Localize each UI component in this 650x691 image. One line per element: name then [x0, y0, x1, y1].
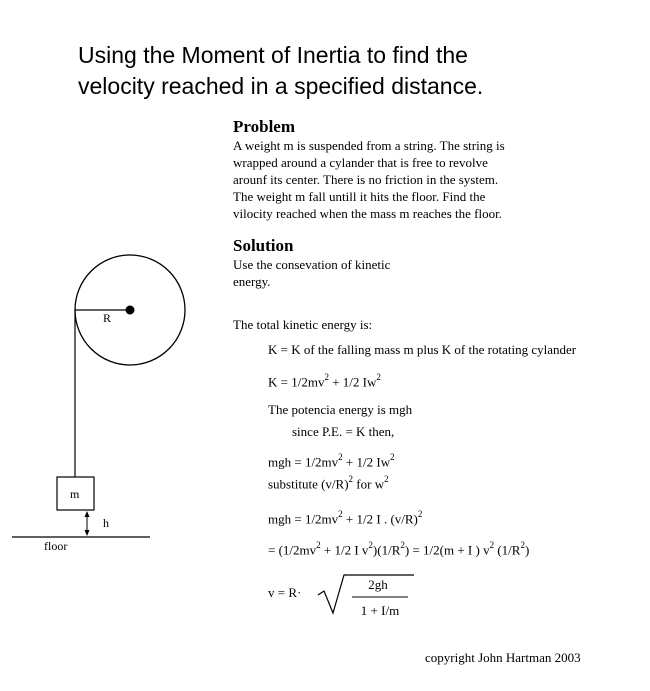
velocity-lhs: v = R· [268, 585, 302, 600]
floor-label: floor [44, 539, 68, 553]
velocity-numerator: 2gh [368, 577, 388, 592]
substitution-text: substitute $(v/R)^2$ for $w^2$ [268, 474, 389, 492]
solution-heading: Solution [233, 236, 294, 255]
equation-energy-balance: mgh = $1/2mv^2 + 1/2$ Iw$^2$ [268, 452, 395, 470]
since-text: since P.E. = K then, [292, 424, 395, 439]
problem-line: The weight m fall untill it hits the floor. Find the [233, 189, 486, 204]
kinetic-intro: The total kinetic energy is: [233, 317, 373, 332]
problem-line: wrapped around a cylander that is free to revolve [233, 155, 488, 170]
height-label: h [103, 516, 109, 530]
equation-kinetic-sum: $K = 1/2mv^2 + 1/2$ Iw$^2$ [268, 372, 381, 390]
title-line-1: Using the Moment of Inertia to find the [78, 42, 468, 68]
problem-heading: Problem [233, 117, 296, 136]
solution-line: Use the consevation of kinetic [233, 257, 391, 272]
equation-substituted: mgh = $1/2mv^2 + 1/2$ I . $(v/R)^2$ [268, 509, 423, 527]
solution-line: energy. [233, 274, 271, 289]
title-line-2: velocity reached in a specified distance. [78, 73, 484, 99]
copyright-text: copyright John Hartman 2003 [425, 650, 581, 665]
potential-energy-text: The potencia energy is mgh [268, 402, 413, 417]
equation-kinetic-definition: K = K of the falling mass m plus K of the rotating cylander [268, 342, 577, 357]
velocity-denominator: 1 + I/m [360, 603, 400, 618]
height-arrow-bottom-head [85, 530, 90, 536]
square-root-sign [318, 575, 414, 613]
height-arrow-top-head [85, 511, 90, 517]
axle-dot [126, 306, 135, 315]
problem-line: A weight m is suspended from a string. The string is [233, 138, 505, 153]
mass-label: m [70, 487, 80, 501]
radius-label: R [103, 311, 112, 325]
problem-line: vilocity reached when the mass m reaches the floor. [233, 206, 502, 221]
equation-factored: = ($1/2mv^2 + 1/2$ I $v^2)(1/R^2) = 1/2(m + I$ ) $v^2$ $(1/R^2)$ [268, 540, 530, 558]
problem-line: arounf its center. There is no friction in the system. [233, 172, 499, 187]
